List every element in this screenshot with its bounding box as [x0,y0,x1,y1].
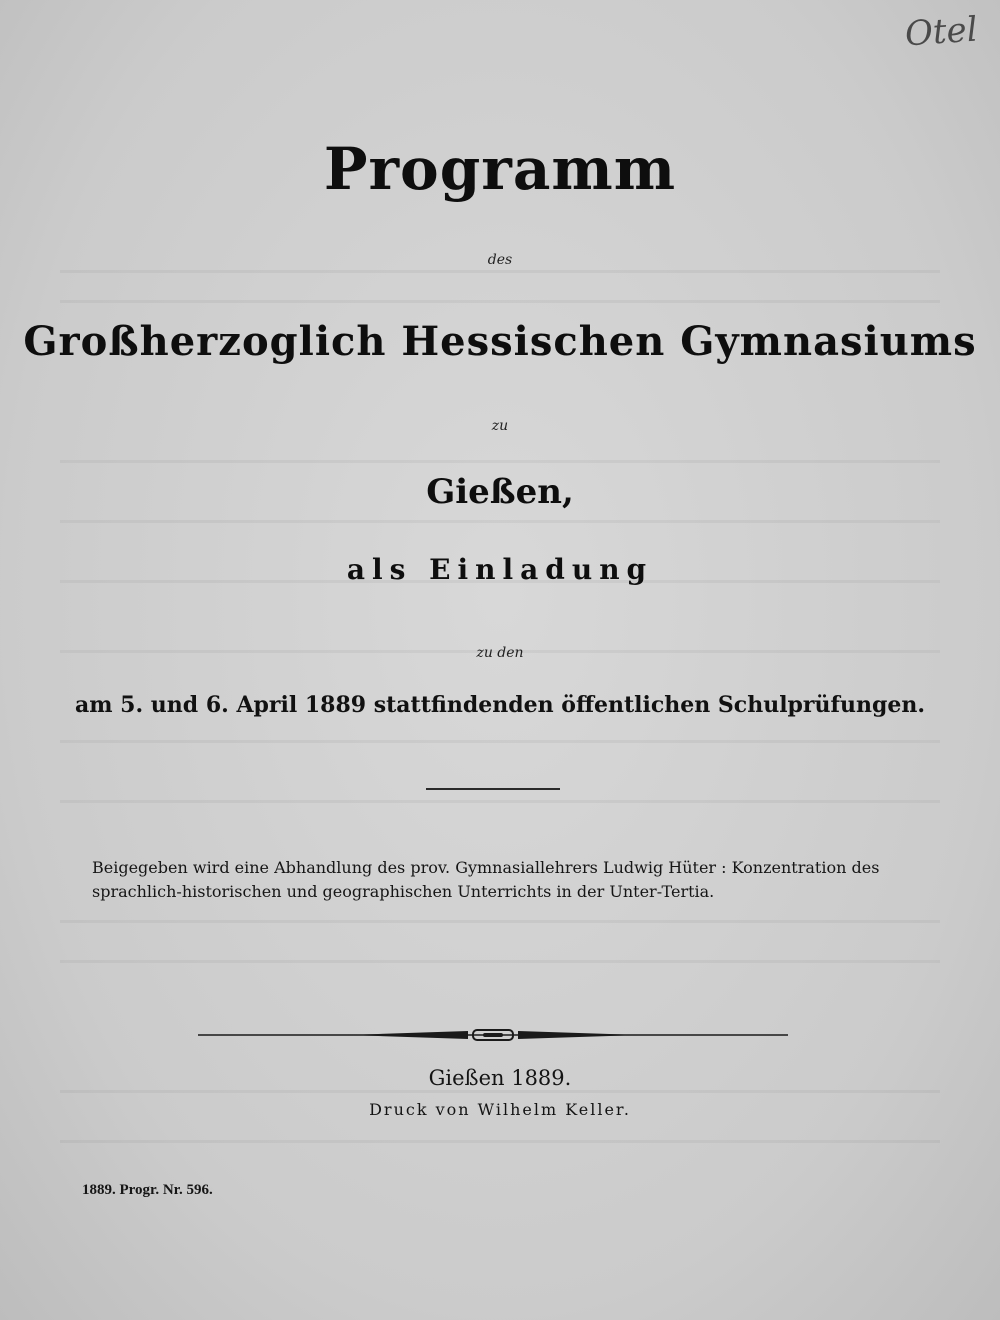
catalog-number: 1889. Progr. Nr. 596. [82,1182,213,1198]
exam-date-line: am 5. und 6. April 1889 stattfindenden öffentlichen Schulprüfungen. [74,692,926,718]
word-zu-den: zu den [476,645,524,661]
word-des: des [487,252,513,268]
bleed-through-line [60,800,940,803]
word-zu: zu [491,418,509,434]
bleed-through-line [60,960,940,963]
bleed-through-line [60,270,940,273]
bleed-through-line [60,1140,940,1143]
printer-line: Druck von Wilhelm Keller. [369,1100,631,1119]
bleed-through-line [60,460,940,463]
institution-name: Großherzoglich Hessischen Gymnasiums [23,318,977,365]
bleed-through-line [60,300,940,303]
bleed-through-line [60,1090,940,1093]
invitation-heading: als Einladung [346,553,654,586]
attachment-note: Beigegeben wird eine Abhandlung des prov. Gymnasiallehrers Ludwig Hüter : Konzentration des sprachlich-historischen und geographischen Unterrichts in der Unter-Tertia. [92,858,880,901]
city-name: Gießen, [426,472,574,512]
bleed-through-line [60,520,940,523]
bleed-through-line [60,920,940,923]
document-title: Programm [323,135,677,203]
ornamental-divider [198,1028,788,1042]
handwritten-note: Otel [903,9,979,55]
short-divider [426,788,560,790]
place-and-year: Gießen 1889. [428,1066,572,1090]
bleed-through-line [60,740,940,743]
